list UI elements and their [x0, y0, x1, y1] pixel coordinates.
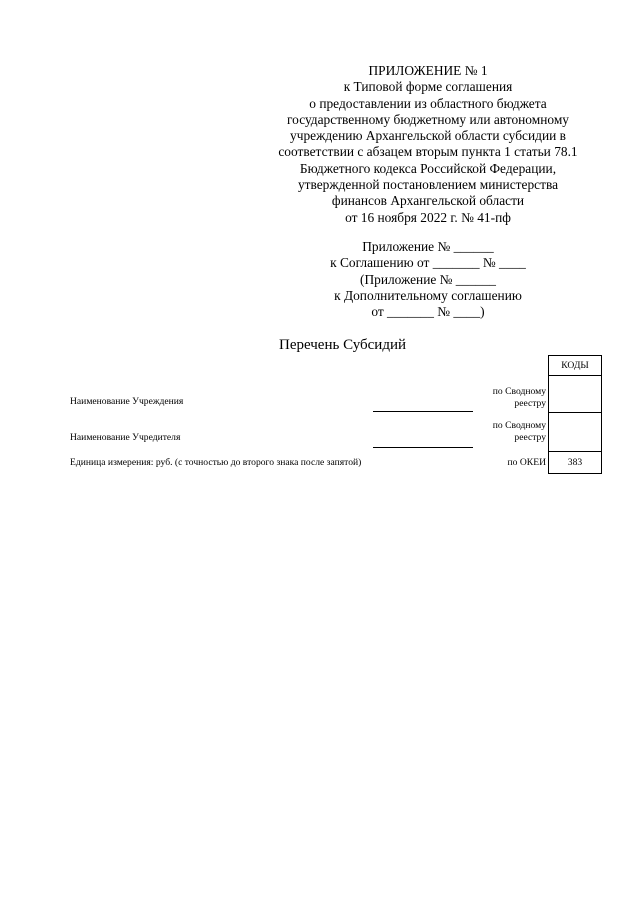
institution-code-cell [548, 375, 602, 413]
appendix-header [268, 63, 588, 226]
appendix-line: о предоставлении из областного бюджета [309, 95, 547, 111]
appendix-line: ПРИЛОЖЕНИЕ № 1 [368, 63, 488, 78]
attachment-line: к Дополнительному соглашению [334, 287, 522, 303]
row-label-unit: Единица измерения: руб. (с точностью до второго знака после запятой) [70, 457, 362, 468]
page-title: Перечень Субсидий [278, 337, 407, 353]
row-label-institution: Наименование Учреждения [70, 396, 184, 407]
appendix-line: к Типовой форме соглашения [343, 79, 513, 95]
attachment-header [268, 239, 588, 320]
row-code-label-institution: по Сводному реестру [492, 386, 546, 409]
attachment-line: к Соглашению от _______ № ____ [330, 255, 526, 271]
attachment-line: от _______ № ____) [371, 304, 485, 320]
founder-underline [373, 447, 473, 448]
appendix-line: государственному бюджетному или автономному [287, 111, 569, 127]
appendix-line: учреждению Архангельской области субсидии в [290, 128, 566, 144]
attachment-line: (Приложение № ______ [360, 271, 496, 287]
row-code-label-founder: по Сводному реестру [492, 420, 546, 443]
codes-header: КОДЫ [548, 355, 602, 376]
founder-code-cell [548, 412, 602, 452]
attachment-line: Приложение № ______ [362, 239, 494, 254]
appendix-line: финансов Архангельской области [331, 193, 525, 209]
okei-code-cell: 383 [548, 451, 602, 474]
appendix-line: от 16 ноября 2022 г. № 41-пф [345, 209, 511, 225]
row-label-founder: Наименование Учредителя [70, 432, 181, 443]
institution-underline [373, 411, 473, 412]
row-code-label-okei: по ОКЕИ [507, 457, 546, 468]
appendix-line: Бюджетного кодекса Российской Федерации, [299, 160, 557, 176]
appendix-line: соответствии с абзацем вторым пункта 1 статьи 78.1 [278, 144, 578, 160]
appendix-line: утвержденной постановлением министерства [297, 177, 559, 193]
